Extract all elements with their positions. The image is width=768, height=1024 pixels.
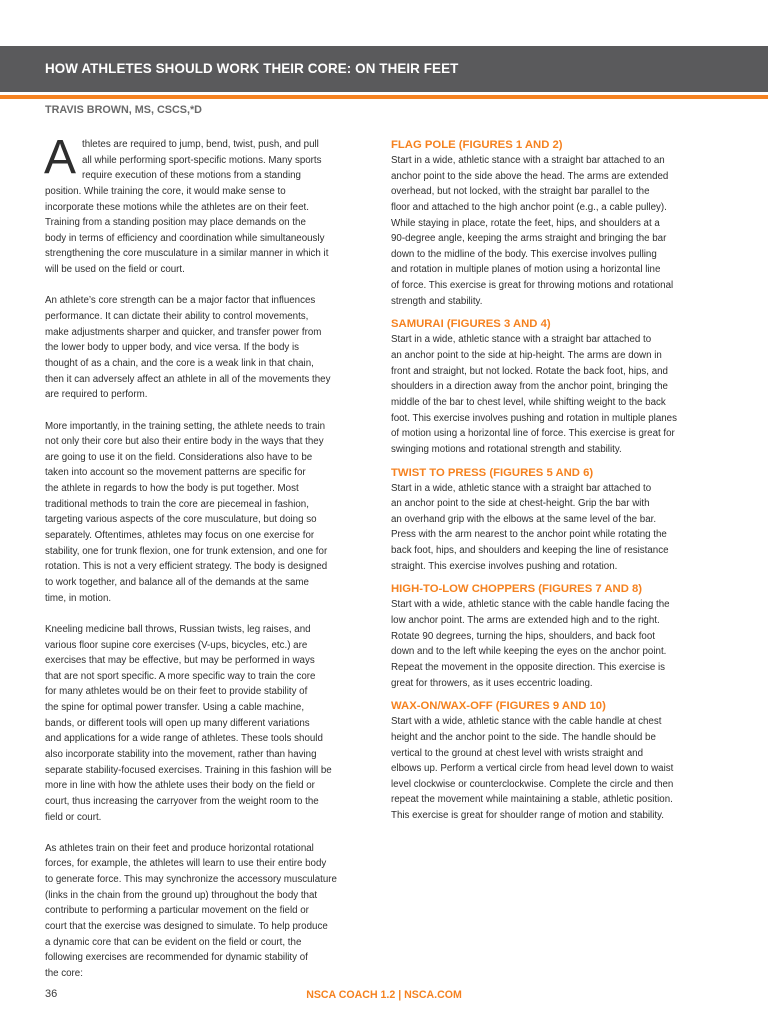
exercise-section — [391, 465, 718, 575]
text-line: court that the exercise was designed to simulate. To help produce — [45, 921, 328, 933]
text-line: time, in motion. — [45, 592, 112, 604]
paragraph — [45, 419, 372, 607]
text-line: and applications for a wide range of athletes. These tools should — [45, 733, 323, 745]
text-line: down to the midline of the body. This exercise involves pulling — [391, 248, 657, 260]
text-line: an overhand grip with the elbows at the same level of the bar. — [391, 513, 657, 525]
text-line: Start with a wide, athletic stance with the cable handle facing the — [391, 599, 670, 611]
section-heading: WAX-ON/WAX-OFF (FIGURES 9 AND 10) — [391, 700, 606, 713]
text-line: Kneeling medicine ball throws, Russian twists, leg raises, and — [45, 623, 311, 635]
text-line: This exercise is great for shoulder range of motion and stability. — [391, 810, 664, 822]
text-line: the spine for optimal power transfer. Using a cable machine, — [45, 702, 305, 714]
left-column — [44, 131, 372, 997]
text-line: targeting various aspects of the core musculature, but doing so — [45, 514, 317, 526]
text-line: back foot, hips, and shoulders and keeping the line of resistance — [391, 545, 669, 557]
text-line: a dynamic core that can be evident on the field or court, the — [45, 936, 302, 948]
text-line: position. While training the core, it would make sense to — [45, 185, 286, 197]
text-line: More importantly, in the training setting, the athlete needs to train — [45, 420, 326, 432]
text-line: As athletes train on their feet and produce horizontal rotational — [45, 842, 314, 854]
text-line: While staying in place, rotate the feet, hips, and shoulders at a — [391, 217, 660, 229]
paragraph — [44, 131, 372, 278]
text-line: exercises that may be effective, but may be performed in ways — [45, 655, 315, 667]
text-line: then it can adversely affect an athlete in all of the movements they — [45, 373, 331, 385]
paragraph — [45, 293, 372, 402]
text-line: court, thus increasing the carryover from the weight room to the — [45, 795, 319, 807]
text-line: Rotate 90 degrees, turning the hips, shoulders, and back foot — [391, 630, 655, 642]
text-line: thletes are required to jump, bend, twist, push, and pull — [82, 139, 319, 150]
text-line: front and straight, but not locked. Rotate the back foot, hips, and — [391, 365, 668, 377]
exercise-section — [391, 316, 718, 457]
paragraph — [45, 622, 372, 825]
text-line: overhead, but not locked, with the straight bar parallel to the — [391, 186, 650, 198]
text-line: floor and attached to the high anchor point (e.g., a cable pulley). — [391, 201, 667, 213]
text-line: Start in a wide, athletic stance with a straight bar attached to an — [391, 155, 665, 166]
text-line: performance. It can dictate their ability to control movements, — [45, 311, 309, 323]
text-line: elbows up. Perform a vertical circle from head level down to waist — [391, 763, 674, 775]
text-line: straight. This exercise involves pushing and rotation. — [391, 560, 618, 572]
text-line: an anchor point to the side at chest-height. Grip the bar with — [391, 498, 650, 510]
text-line: height and the anchor point to the side. The handle should be — [391, 731, 656, 743]
text-line: repeat the movement while maintaining a stable, athletic position. — [391, 794, 673, 806]
text-line: foot. This exercise involves pushing and rotation in multiple planes — [391, 412, 677, 424]
text-line: also incorporate stability into the movement, rather than having — [45, 748, 317, 760]
author-byline: TRAVIS BROWN, MS, CSCS,*D — [45, 104, 202, 116]
publication-footer: NSCA COACH 1.2 | NSCA.COM — [306, 989, 462, 1001]
text-line: the lower body to upper body, and vice versa. If the body is — [45, 342, 300, 354]
page-number: 36 — [45, 988, 58, 1000]
text-line: rotation. This is not a very efficient strategy. The body is designed — [45, 561, 328, 573]
text-line: traditional methods to train the core are piecemeal in fashion, — [45, 498, 309, 510]
text-line: Repeat the movement in the opposite direction. This exercise is — [391, 661, 666, 673]
section-heading: HIGH-TO-LOW CHOPPERS (FIGURES 7 AND 8) — [391, 583, 643, 596]
text-line: for many athletes would be on their feet to provide stability of — [45, 686, 308, 698]
text-line: make adjustments sharper and quicker, and transfer power from — [45, 326, 322, 338]
drop-cap: A — [44, 131, 77, 184]
text-line: incorporate these motions while the athletes are on their feet. — [45, 201, 309, 213]
text-line: separately. Oftentimes, athletes may focus on one exercise for — [45, 530, 315, 542]
text-line: are going to use it on the field. Considerations also have to be — [45, 451, 313, 463]
text-line: field or court. — [45, 811, 102, 823]
text-line: separate stability-focused exercises. Training in this fashion will be — [45, 764, 332, 776]
text-line: Press with the arm nearest to the anchor point while rotating the — [391, 529, 667, 541]
text-line: and rotation in multiple planes of motion using a horizontal line — [391, 264, 661, 276]
text-line: will be used on the field or court. — [45, 264, 185, 276]
right-column — [391, 136, 718, 831]
text-line: low anchor point. The arms are extended high and to the right. — [391, 615, 660, 627]
text-line: more in line with how the athlete uses their body on the field or — [45, 780, 315, 792]
text-line: Start with a wide, athletic stance with the cable handle at chest — [391, 716, 662, 728]
text-line: body in terms of efficiency and coordination while simultaneously — [45, 232, 325, 244]
section-heading: FLAG POLE (FIGURES 1 AND 2) — [391, 139, 563, 151]
text-line: swinging motions and rotational strength and stability. — [391, 443, 622, 455]
text-line: Training from a standing position may place demands on the — [45, 217, 306, 229]
exercise-section — [391, 137, 718, 309]
paragraph — [45, 841, 372, 982]
header-accent-rule — [0, 95, 768, 99]
text-line: an anchor point to the side at hip-height. The arms are down in — [391, 350, 662, 362]
article-title: HOW ATHLETES SHOULD WORK THEIR CORE: ON THEIR FEET — [45, 61, 459, 76]
text-line: not only their core but also their entire body in the ways that they — [45, 436, 324, 448]
text-line: of motion using a horizontal line of force. This exercise is great for — [391, 428, 675, 440]
text-line: anchor point to the side above the head. The arms are extended — [391, 170, 669, 182]
text-line: various floor supine core exercises (V-ups, bicycles, etc.) are — [45, 639, 308, 651]
text-line: taken into account so the movement patterns are specific for — [45, 467, 306, 479]
text-line: require execution of these motions from a standing — [82, 170, 301, 182]
text-line: stability, one for trunk flexion, one for trunk extension, and one for — [45, 545, 328, 557]
text-line: 90-degree angle, keeping the arms straight and bringing the bar — [391, 233, 667, 245]
text-line: middle of the bar to chest level, while shifting weight to the back — [391, 396, 666, 408]
text-line: strengthening the core musculature in a similar manner in which it — [45, 248, 329, 260]
text-line: that are not sport specific. A more specific way to train the core — [45, 670, 316, 682]
text-line: contribute to performing a particular movement on the field or — [45, 905, 309, 917]
text-line: thought of as a chain, and the core is a weak link in that chain, — [45, 357, 314, 369]
exercise-section — [391, 698, 718, 823]
text-line: the core: — [45, 967, 83, 979]
text-line: of force. This exercise is great for throwing motions and rotational — [391, 280, 674, 292]
section-heading: TWIST TO PRESS (FIGURES 5 AND 6) — [391, 466, 594, 479]
text-line: all while performing sport-specific motions. Many sports — [82, 154, 322, 166]
exercise-section — [391, 581, 718, 691]
text-line: the athlete in regards to how the body is put together. Most — [45, 483, 299, 495]
section-heading: SAMURAI (FIGURES 3 AND 4) — [391, 318, 551, 331]
text-line: shoulders in a direction away from the anchor point, bringing the — [391, 381, 668, 393]
text-line: An athlete’s core strength can be a major factor that influences — [45, 295, 316, 307]
text-line: vertical to the ground at chest level with wrists straight and — [391, 747, 643, 759]
text-line: great for throwers, as it uses eccentric loading. — [391, 677, 593, 689]
text-line: (links in the chain from the ground up) throughout the body that — [45, 889, 318, 901]
text-line: level clockwise or counterclockwise. Complete the circle and then — [391, 778, 674, 790]
text-line: strength and stability. — [391, 295, 483, 307]
text-line: Start in a wide, athletic stance with a straight bar attached to — [391, 334, 652, 346]
text-line: to generate force. This may synchronize the accessory musculature — [45, 874, 337, 886]
text-line: to work together, and balance all of the demands at the same — [45, 576, 309, 588]
text-line: Start in a wide, athletic stance with a straight bar attached to — [391, 482, 652, 494]
text-line: following exercises are recommended for dynamic stability of — [45, 952, 308, 964]
text-line: bands, or different tools will open up many different variations — [45, 717, 310, 729]
text-line: down and to the left while keeping the eyes on the anchor point. — [391, 646, 667, 658]
text-line: forces, for example, the athletes will learn to use their entire body — [45, 858, 327, 870]
text-line: are required to perform. — [45, 389, 148, 401]
